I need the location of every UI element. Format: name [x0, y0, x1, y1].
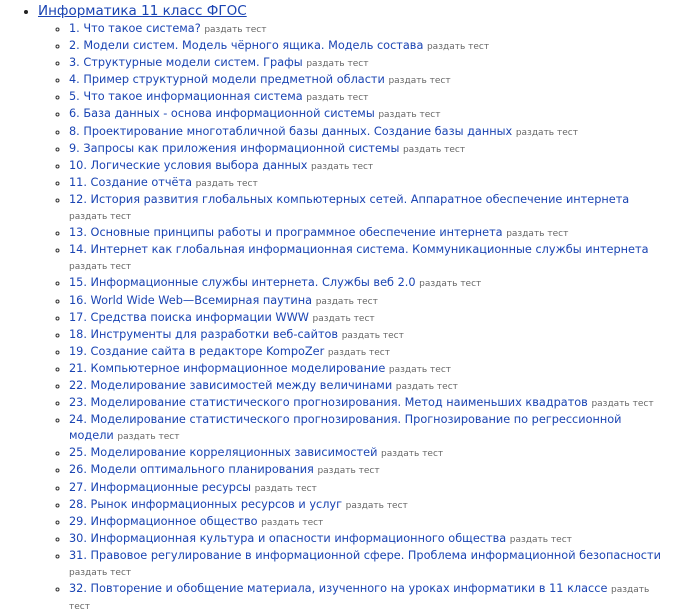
lesson-item: [69, 462, 675, 479]
assign-test-label: раздать тест: [378, 110, 441, 121]
assign-test-label: раздать тест: [306, 59, 369, 70]
lesson-item: [69, 225, 675, 242]
lesson-item: [69, 514, 675, 531]
lesson-item: [69, 497, 675, 514]
lesson-link[interactable]: 5. Что такое информационная система: [69, 90, 303, 104]
lesson-item: [69, 412, 675, 445]
assign-test-label: раздать тест: [515, 127, 578, 138]
lesson-link[interactable]: 17. Средства поиска информации WWW: [69, 310, 309, 324]
lesson-item: [69, 344, 675, 361]
lesson-link[interactable]: 4. Пример структурной модели предметной области: [69, 73, 385, 87]
lesson-item: [69, 124, 675, 141]
lesson-link[interactable]: 30. Информационная культура и опасности информационного общества: [69, 531, 507, 545]
assign-test-label: раздать тест: [402, 144, 466, 155]
assign-test-label: раздать тест: [506, 229, 569, 240]
lesson-link[interactable]: 25. Моделирование корреляционных зависимостей: [69, 446, 378, 460]
assign-test-label: раздать тест: [327, 347, 390, 358]
lesson-link[interactable]: 21. Компьютерное информационное моделирование: [69, 361, 386, 375]
assign-test-label: раздать тест: [341, 330, 404, 341]
assign-test-label: раздать тест: [509, 534, 572, 545]
assign-test-label: раздать тест: [69, 212, 132, 223]
lesson-item: [69, 480, 675, 497]
lesson-link[interactable]: 27. Информационные ресурсы: [69, 480, 252, 494]
lesson-link[interactable]: 32. Повторение и обобщение материала, изученного на уроках информатики в 11 классе: [69, 582, 608, 596]
assign-test-label: раздать тест: [69, 568, 132, 578]
assign-test-label: раздать тест: [317, 466, 380, 477]
assign-test-label: раздать тест: [591, 399, 654, 410]
lesson-link[interactable]: 12. История развития глобальных компьютерных сетей. Аппаратное обеспечение интернета: [69, 192, 630, 206]
lesson-link[interactable]: 22. Моделирование зависимостей между величинами: [69, 378, 393, 392]
lesson-link[interactable]: 18. Инструменты для разработки веб-сайтов: [69, 327, 339, 341]
assign-test-label: раздать тест: [306, 93, 369, 104]
assign-test-label: раздать тест: [254, 483, 317, 494]
lesson-link[interactable]: 23. Моделирование статистического прогнозирования. Метод наименьших квадратов: [69, 396, 588, 410]
lesson-item: [69, 89, 675, 106]
lesson-item: [69, 21, 675, 38]
lesson-link[interactable]: 6. База данных - основа информационной системы: [69, 107, 375, 121]
lesson-item: [69, 158, 675, 175]
lesson-item: [69, 242, 675, 275]
lesson-link[interactable]: 2. Модели систем. Модель чёрного ящика. Модель состава: [69, 39, 424, 53]
lesson-item: [69, 293, 675, 310]
assign-test-label: раздать тест: [388, 76, 451, 87]
lesson-item: [69, 581, 675, 615]
assign-test-label: раздать тест: [315, 296, 378, 307]
assign-test-label: раздать тест: [388, 364, 452, 375]
lesson-item: [69, 106, 675, 123]
lesson-link[interactable]: 11. Создание отчёта: [69, 175, 192, 189]
assign-test-label: раздать тест: [312, 313, 375, 324]
lesson-link[interactable]: 1. Что такое система?: [69, 22, 201, 35]
lesson-item: [69, 55, 675, 72]
lesson-link[interactable]: 10. Логические условия выбора данных: [69, 158, 308, 172]
assign-test-label: раздать тест: [426, 42, 490, 53]
lesson-item: [69, 531, 675, 548]
lesson-link[interactable]: 24. Моделирование статистического прогнозирования. Прогнозирование по регрессионной модели: [69, 413, 622, 443]
assign-test-label: раздать тест: [69, 585, 650, 613]
lesson-item: [69, 310, 675, 327]
lesson-item: [69, 395, 675, 412]
lesson-item: [69, 72, 675, 89]
lesson-link[interactable]: 29. Информационное общество: [69, 514, 258, 528]
assign-test-label: раздать тест: [261, 517, 324, 528]
assign-test-label: раздать тест: [345, 500, 408, 511]
lesson-link[interactable]: 15. Информационные службы интернета. Службы веб 2.0: [69, 276, 416, 290]
lesson-link[interactable]: 19. Создание сайта в редакторе KompoZer: [69, 344, 325, 358]
assign-test-label: раздать тест: [419, 279, 482, 290]
lesson-item: [69, 361, 675, 378]
assign-test-label: раздать тест: [204, 25, 267, 35]
lesson-link[interactable]: 3. Структурные модели систем. Графы: [69, 56, 303, 70]
assign-test-label: раздать тест: [395, 381, 458, 392]
lesson-link[interactable]: 16. World Wide Web—Всемирная паутина: [69, 293, 313, 307]
lesson-item: [69, 378, 675, 395]
lesson-item: [69, 192, 675, 225]
lesson-link[interactable]: 14. Интернет как глобальная информационная система. Коммуникационные службы интернета: [69, 243, 649, 257]
lesson-list: [38, 21, 675, 615]
lesson-item: [69, 38, 675, 55]
lesson-link[interactable]: 26. Модели оптимального планирования: [69, 463, 314, 477]
lesson-item: [69, 327, 675, 344]
assign-test-label: раздать тест: [69, 262, 132, 273]
lesson-item: [69, 275, 675, 292]
lesson-link[interactable]: 31. Правовое регулирование в информационной сфере. Проблема информационной безопасности: [69, 548, 661, 562]
lesson-item: [69, 175, 675, 192]
assign-test-label: раздать тест: [117, 432, 180, 443]
lesson-link[interactable]: 28. Рынок информационных ресурсов и услуг: [69, 497, 343, 511]
lesson-item: [69, 445, 675, 462]
lesson-link[interactable]: 9. Запросы как приложения информационной системы: [69, 141, 400, 155]
lesson-link[interactable]: 13. Основные принципы работы и программное обеспечение интернета: [69, 226, 503, 240]
assign-test-label: раздать тест: [195, 178, 258, 189]
course-title-link[interactable]: Информатика 11 класс ФГОС: [38, 3, 247, 19]
course-item: [38, 0, 675, 615]
lesson-item: [69, 548, 675, 581]
lesson-item: [69, 141, 675, 158]
assign-test-label: раздать тест: [381, 449, 444, 460]
assign-test-label: раздать тест: [311, 161, 374, 172]
lesson-link[interactable]: 8. Проектирование многотабличной базы данных. Создание базы данных: [69, 124, 513, 138]
